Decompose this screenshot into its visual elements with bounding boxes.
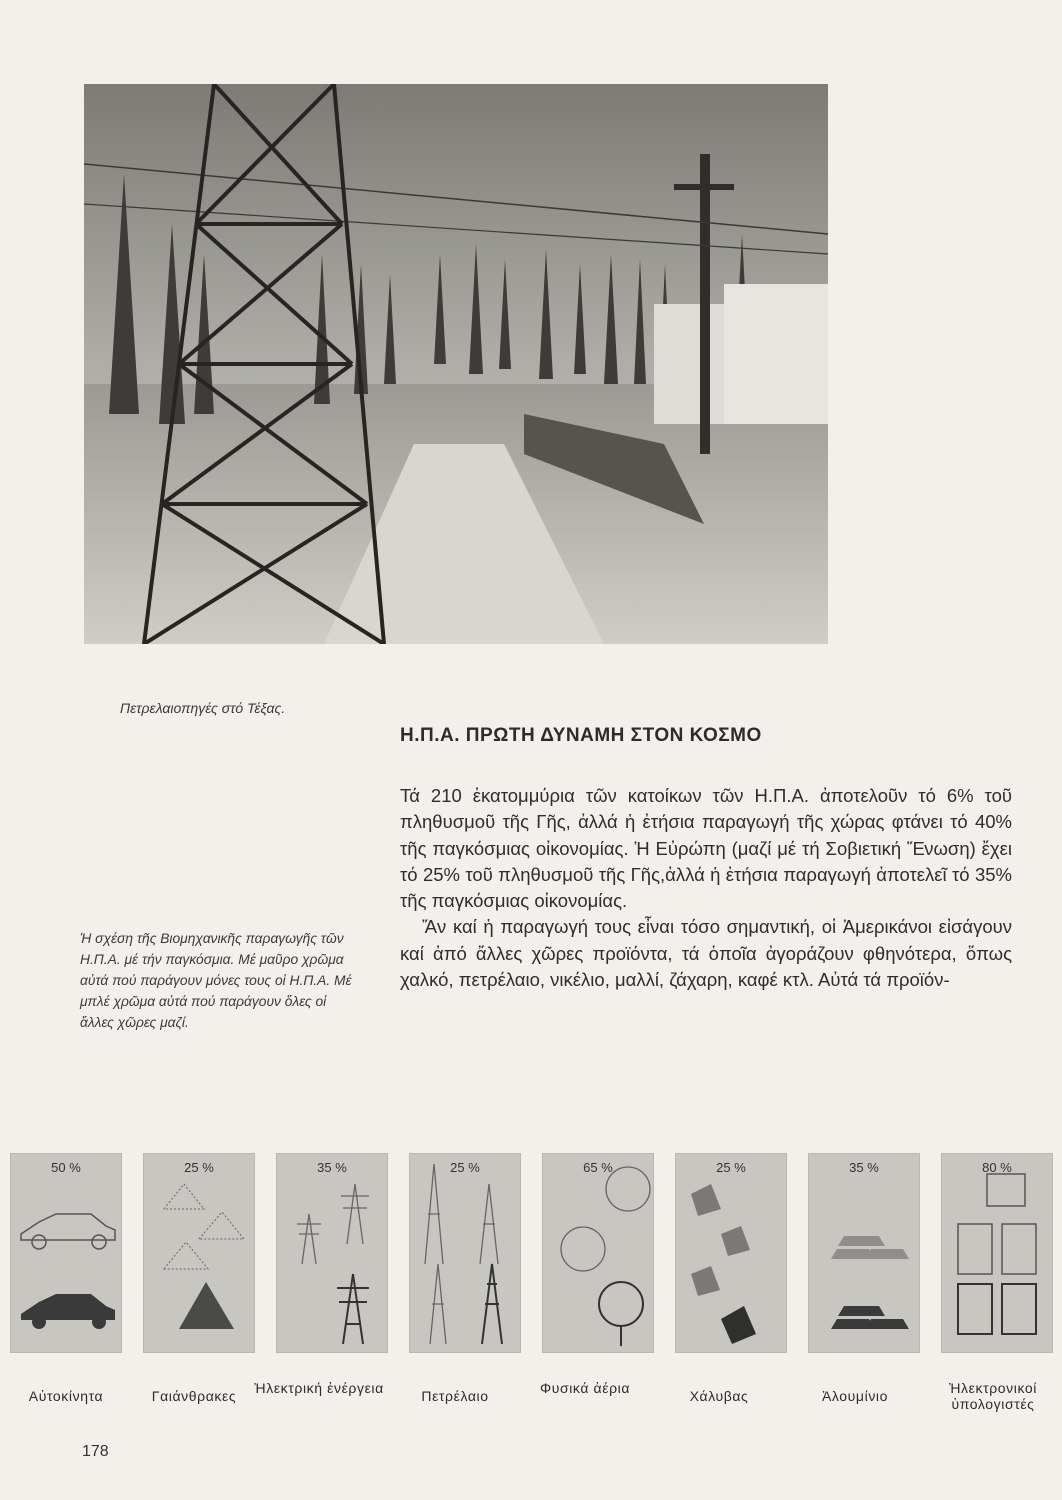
article-paragraph-1: Τά 210 ἑκατομμύρια τῶν κατοίκων τῶν Η.Π.Α. ἀποτελοῦν τό 6% τοῦ πληθυσμοῦ τῆς Γῆς, ἀλλά ἡ ἐτήσια παραγωγή τῆς χώρας φτάνει τό 40% τῆς παγκόσμιας οἰκονομίας. Ἡ Εὐρώπη (μαζί μέ τή Σοβιετική Ἕνωση) ἔχει τό 25% τοῦ πληθυσμοῦ τῆς Γῆς,ἀλλά ἡ ἐτήσια παραγωγή ἀποτελεῖ τό 35% τῆς παγκόσμιας οἰκονομίας. bbox=[400, 785, 1012, 912]
stat-percent-oil: 25 % bbox=[450, 1160, 480, 1175]
infographic-caption: Ἡ σχέση τῆς Βιομηχανικῆς παραγωγῆς τῶν Η.Π.Α. μέ τήν παγκόσμια. Μέ μαῦρο χρῶμα αὐτά πού παράγουν μόνες τους οἱ Η.Π.Α. Μέ μπλέ χρῶμα αὐτά πού παράγουν ὅλες οἱ ἄλλες χῶρες μαζί. bbox=[80, 931, 352, 1030]
section-heading: Η.Π.Α. ΠΡΩΤΗ ΔΥΝΑΜΗ ΣΤΟΝ ΚΟΣΜΟ bbox=[400, 725, 762, 746]
stat-panel-natural-gas bbox=[542, 1153, 654, 1353]
steel-ladle-icon bbox=[676, 1154, 788, 1354]
car-icon bbox=[11, 1154, 123, 1354]
stat-percent-computers: 80 % bbox=[982, 1160, 1012, 1175]
gas-tank-icon bbox=[543, 1154, 655, 1354]
label-cars: Αὐτοκίνητα bbox=[28, 1388, 104, 1404]
oil-derrick-icon bbox=[410, 1154, 522, 1354]
stat-panel-computers bbox=[941, 1153, 1053, 1353]
article-paragraph-2: Ἄν καί ἡ παραγωγή τους εἶναι τόσο σημαντική, οἱ Ἀμερικάνοι εἰσάγουν καί ἀπό ἄλλες χῶρες προϊόντα, τά ὁποῖα ἀγοράζουν φθηνότερα, ὅπως χαλκό, πετρέλαιο, νικέλιο, μαλλί, ζάχαρη, καφέ κτλ. Αὐτά τά προϊόν- bbox=[400, 916, 1012, 991]
label-steel: Χάλυβας bbox=[689, 1388, 749, 1404]
power-pylon-icon bbox=[277, 1154, 389, 1354]
oil-field-illustration bbox=[84, 84, 828, 644]
oil-field-photo bbox=[84, 84, 828, 644]
aluminium-ingot-icon bbox=[809, 1154, 921, 1354]
stat-percent-aluminium: 35 % bbox=[849, 1160, 879, 1175]
production-infographic bbox=[10, 1153, 1062, 1353]
stat-percent-natural-gas: 65 % bbox=[583, 1160, 613, 1175]
stat-panel-oil bbox=[409, 1153, 521, 1353]
stat-panel-steel bbox=[675, 1153, 787, 1353]
label-electricity: Ἠλεκτρική ἐνέργεια bbox=[254, 1380, 384, 1396]
stat-panel-aluminium bbox=[808, 1153, 920, 1353]
page-number: 178 bbox=[82, 1443, 109, 1460]
label-aluminium: Ἀλουμίνιο bbox=[821, 1388, 889, 1404]
stat-panel-cars bbox=[10, 1153, 122, 1353]
computer-icon bbox=[942, 1154, 1054, 1354]
stat-panel-electricity bbox=[276, 1153, 388, 1353]
article-body bbox=[400, 783, 1012, 993]
label-coal: Γαιάνθρακες bbox=[151, 1388, 237, 1404]
stat-percent-coal: 25 % bbox=[184, 1160, 214, 1175]
label-oil: Πετρέλαιο bbox=[421, 1388, 489, 1404]
photo-caption: Πετρελαιοπηγές στό Τέξας. bbox=[120, 700, 286, 716]
label-computers: Ἠλεκτρονικοί ὑπολογιστές bbox=[948, 1380, 1038, 1412]
stat-percent-steel: 25 % bbox=[716, 1160, 746, 1175]
stat-panel-coal bbox=[143, 1153, 255, 1353]
label-natural-gas: Φυσικά ἀέρια bbox=[539, 1380, 631, 1396]
stat-percent-electricity: 35 % bbox=[317, 1160, 347, 1175]
coal-pile-icon bbox=[144, 1154, 256, 1354]
stat-percent-cars: 50 % bbox=[51, 1160, 81, 1175]
